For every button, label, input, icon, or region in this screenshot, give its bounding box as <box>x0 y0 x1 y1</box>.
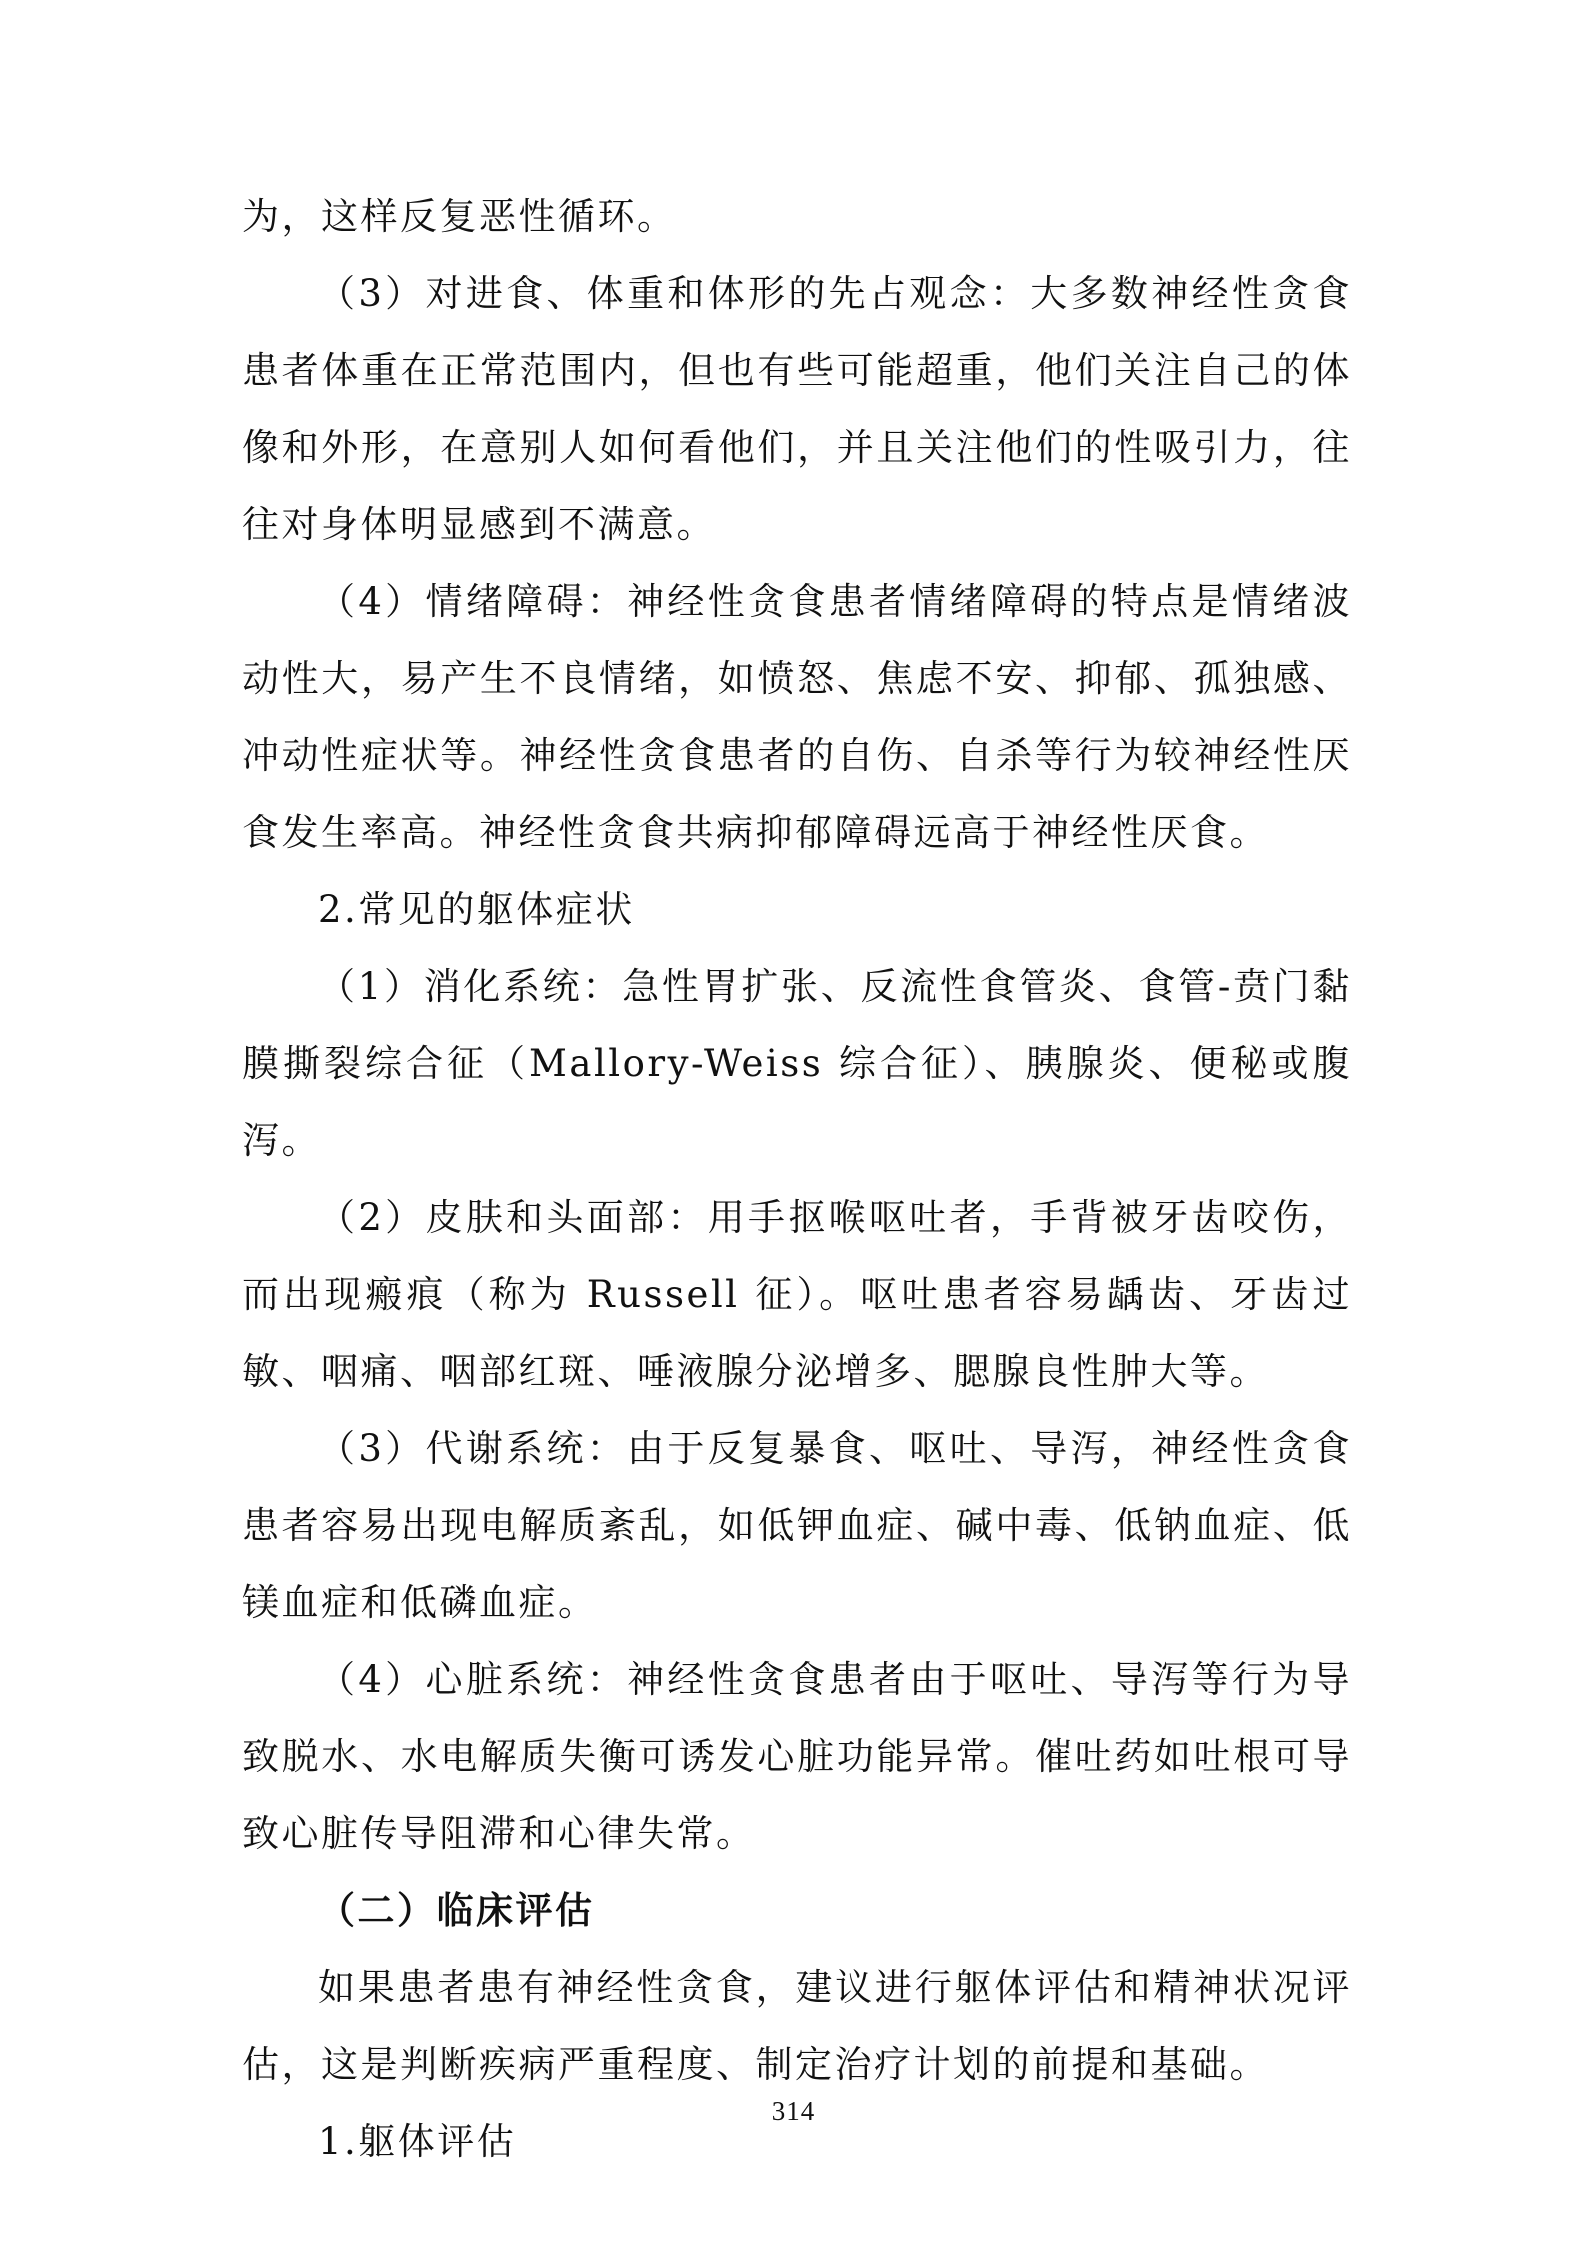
section-heading-somatic-symptoms: 2.常见的躯体症状 <box>318 888 635 931</box>
paragraph-cardiac-system: （4）心脏系统：神经性贪食患者由于呕吐、导泻等行为导致脱水、水电解质失衡可诱发心脏功能异常。催吐药如吐根可导致心脏传导阻滞和心律失常。 <box>242 1658 1352 1855</box>
paragraph-continuation: 为，这样反复恶性循环。 <box>242 195 677 238</box>
body-text <box>242 178 1352 2180</box>
page-number: 314 <box>771 2096 816 2126</box>
paragraph-skin-head: （2）皮肤和头面部：用手抠喉呕吐者，手背被牙齿咬伤，而出现瘢痕（称为 Russell 征）。呕吐患者容易龋齿、牙齿过敏、咽痛、咽部红斑、唾液腺分泌增多、腮腺良性肿大等。 <box>242 1196 1352 1393</box>
paragraph-assessment-intro: 如果患者患有神经性贪食，建议进行躯体评估和精神状况评估，这是判断疾病严重程度、制定治疗计划的前提和基础。 <box>242 1966 1352 2086</box>
section-heading-clinical-assessment: （二）临床评估 <box>318 1888 595 1932</box>
section-heading-somatic-assessment: 1.躯体评估 <box>318 2120 517 2163</box>
paragraph-digestive-system: （1）消化系统：急性胃扩张、反流性食管炎、食管-贲门黏膜撕裂综合征（Mallory-Weiss 综合征）、胰腺炎、便秘或腹泻。 <box>242 965 1352 1162</box>
paragraph-preoccupation: （3）对进食、体重和体形的先占观念：大多数神经性贪食患者体重在正常范围内，但也有些可能超重，他们关注自己的体像和外形，在意别人如何看他们，并且关注他们的性吸引力，往往对身体明显感到不满意。 <box>242 272 1352 546</box>
paragraph-metabolic-system: （3）代谢系统：由于反复暴食、呕吐、导泻，神经性贪食患者容易出现电解质紊乱，如低钾血症、碱中毒、低钠血症、低镁血症和低磷血症。 <box>242 1427 1352 1624</box>
paragraph-mood-disorder: （4）情绪障碍：神经性贪食患者情绪障碍的特点是情绪波动性大，易产生不良情绪，如愤怒、焦虑不安、抑郁、孤独感、冲动性症状等。神经性贪食患者的自伤、自杀等行为较神经性厌食发生率高。神经性贪食共病抑郁障碍远高于神经性厌食。 <box>242 580 1352 854</box>
